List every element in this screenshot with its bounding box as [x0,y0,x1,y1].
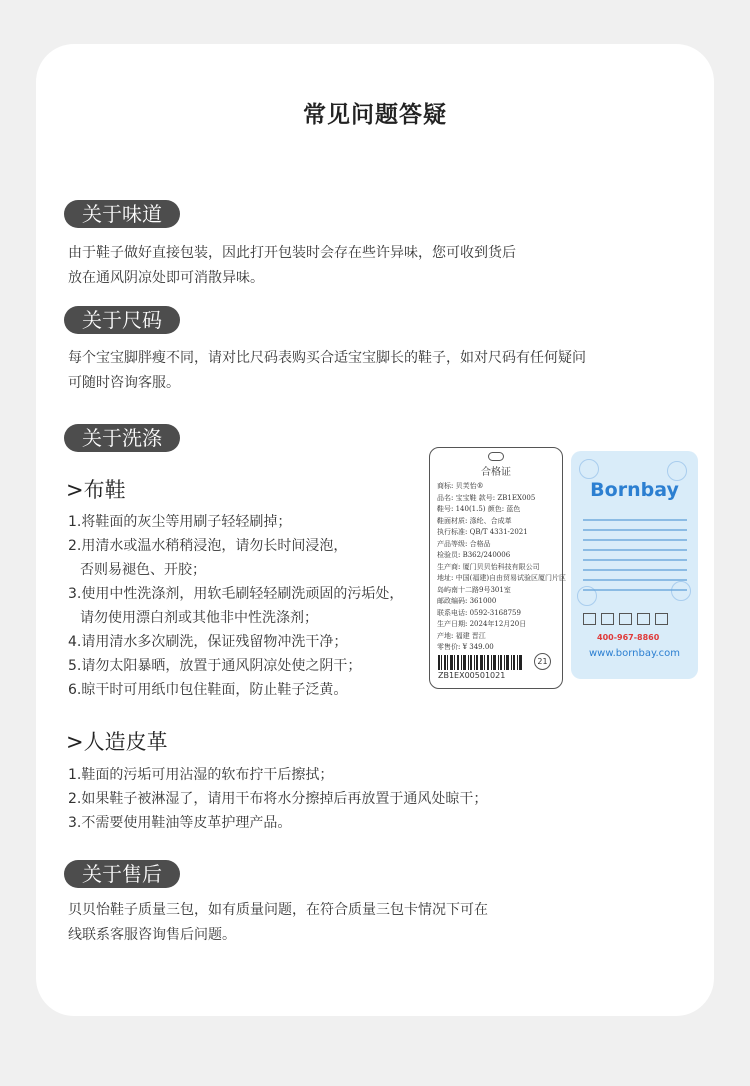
certificate-row: 邮政编码: 361000 [437,597,497,605]
leather-list [68,763,487,835]
certificate-row: 产品等级: 合格品 [437,539,491,548]
list-item: 3.不需要使用鞋油等皮革护理产品。 [68,815,292,831]
bleach-icon [601,613,614,625]
list-item: 3.使用中性洗涤剂，用软毛刷轻轻刷洗顽固的污垢处， [68,586,404,602]
certificate-row: 生产商: 厦门贝贝怡科技有限公司 [437,562,540,571]
brand-tag-text-lines [583,511,687,599]
certificate-row: 鞋面材质: 涤纶、合成革 [437,516,512,525]
barcode-number: ZB1EX00501021 [438,671,506,680]
certificate-rows [437,481,566,654]
decoration-circle [579,459,599,479]
tag-hole [488,452,504,461]
list-item: 4.请用清水多次刷洗，保证残留物冲洗干净； [68,634,348,650]
brand-url: www.bornbay.com [588,648,681,659]
tag-number-badge: 21 [534,653,551,670]
certificate-title: 合格证 [481,467,511,478]
iron-icon [637,613,650,625]
care-icons [583,613,668,625]
section-aftersale-label: 关于售后 [64,860,180,888]
certificate-row: 商标: 贝芙怡® [437,482,484,490]
cloth-shoes-heading: >布鞋 [66,478,126,502]
size-line: 每个宝宝脚胖瘦不同，请对比尺码表购买合适宝宝脚长的鞋子，如对尺码有任何疑问 [68,350,586,366]
certificate-row: 生产日期: 2024年12月20日 [437,620,527,628]
aftersale-line: 线联系客服咨询售后问题。 [68,927,236,943]
list-item: 2.如果鞋子被淋湿了，请用干布将水分擦掉后再放置于通风处晾干； [68,791,488,807]
certificate-row: 岛屿南十二路9号301室 [437,585,511,594]
brand-logo: Bornbay [590,479,679,501]
cloth-shoes-list [68,510,403,702]
certificate-row: 品名: 宝宝鞋 款号: ZB1EX005 [437,493,536,502]
leather-heading: >人造皮革 [66,730,168,754]
list-item: 否则易褪色、开胶； [80,562,206,578]
aftersale-line: 贝贝怡鞋子质量三包，如有质量问题，在符合质量三包卡情况下可在 [68,902,488,918]
dry-icon [619,613,632,625]
list-item: 1.鞋面的污垢可用沾湿的软布拧干后擦拭； [68,767,334,783]
certificate-row: 检验员: B362/240006 [437,551,511,559]
list-item: 请勿使用漂白剂或其他非中性洗涤剂； [80,610,318,626]
size-line: 可随时咨询客服。 [68,375,180,391]
barcode-icon [438,655,522,670]
list-item: 2.用清水或温水稍稍浸泡，请勿长时间浸泡， [68,538,348,554]
certificate-row: 地址: 中国(福建)自由贸易试验区厦门片区 [437,574,567,582]
list-item: 1.将鞋面的灰尘等用刷子轻轻刷掉； [68,514,292,530]
list-item: 6.晾干时可用纸巾包住鞋面，防止鞋子泛黄。 [68,682,348,698]
section-size-label: 关于尺码 [64,306,180,334]
section-smell-label: 关于味道 [64,200,180,228]
certificate-row: 鞋号: 140(1.5) 颜色: 蓝色 [437,505,521,513]
wash-icon [583,613,596,625]
size-text [68,346,586,396]
certificate-row: 零售价: ¥ 349.00 [437,643,494,651]
smell-line: 由于鞋子做好直接包装，因此打开包装时会存在些许异味，您可收到货后 [68,245,516,261]
smell-line: 放在通风阴凉处即可消散异味。 [68,270,264,286]
brand-tag-image [571,451,698,679]
dryclean-icon [655,613,668,625]
certificate-row: 产地: 福建 晋江 [437,631,486,640]
brand-phone: 400-967-8860 [597,633,660,642]
section-washing-label: 关于洗涤 [64,424,180,452]
certificate-row: 执行标准: QB/T 4331-2021 [437,528,528,536]
page-title: 常见问题答疑 [303,102,447,128]
aftersale-text [68,898,488,948]
certificate-tag-image [429,447,567,689]
certificate-row: 联系电话: 0592-3168759 [437,608,521,617]
smell-text [68,241,516,291]
decoration-circle [667,461,687,481]
list-item: 5.请勿太阳暴晒，放置于通风阴凉处使之阴干； [68,658,362,674]
